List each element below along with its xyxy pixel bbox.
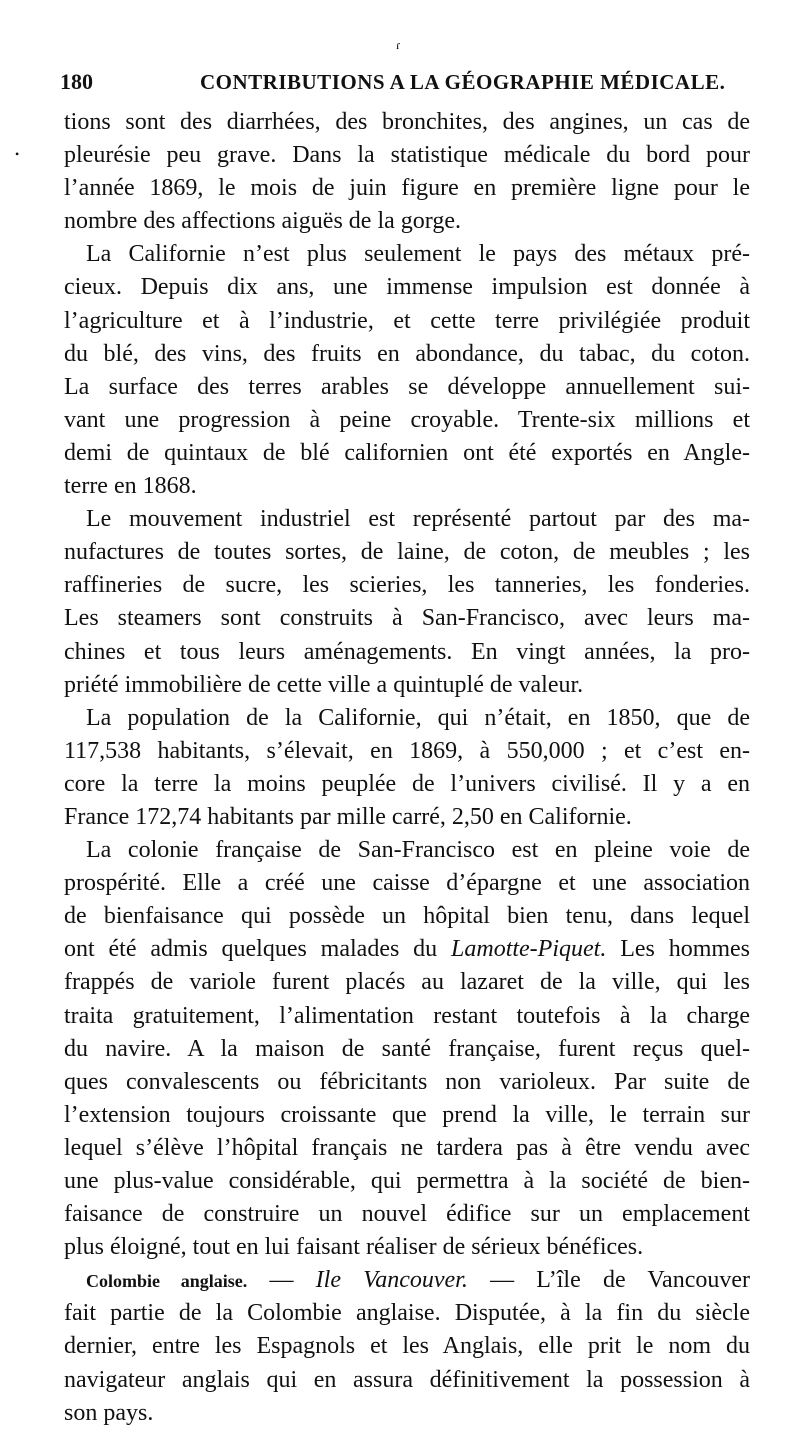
page-number: 180 bbox=[60, 69, 93, 94]
em-dash: — bbox=[269, 1267, 316, 1294]
text-line: Les steamers sont construits à San-Francisco, avec leurs ma- bbox=[64, 605, 750, 632]
text-line: son pays. bbox=[64, 1399, 154, 1426]
text-segment: ont été admis quelques malades du bbox=[64, 936, 438, 963]
text-line: plus éloigné, tout en lui faisant réaliser de sérieux bénéfices. bbox=[64, 1234, 644, 1261]
body-text bbox=[64, 106, 750, 1430]
text-segment: — L’île de Vancouver bbox=[467, 1267, 750, 1294]
running-head bbox=[60, 68, 750, 96]
paragraph-start-line: La population de la Californie, qui n’était, en 1850, que de bbox=[86, 704, 750, 731]
paragraph-start-line: La Californie n’est plus seulement le pays des métaux pré- bbox=[86, 241, 750, 268]
text-line: core la terre la moins peuplée de l’univers civilisé. Il y a en bbox=[64, 770, 750, 797]
margin-dot-mark: • bbox=[15, 147, 20, 161]
text-line: dernier, entre les Espagnols et les Anglais, elle prit le nom du bbox=[64, 1333, 750, 1360]
text-line: de bienfaisance qui possède un hôpital bien tenu, dans lequel bbox=[64, 903, 750, 930]
text-line: nombre des affections aiguës de la gorge. bbox=[64, 208, 461, 235]
text-line: l’extension toujours croissante que prend la ville, le terrain sur bbox=[64, 1101, 750, 1128]
text-line: ques convalescents ou fébricitants non varioleux. Par suite de bbox=[64, 1068, 750, 1095]
text-line: faisance de construire un nouvel édifice sur un emplacement bbox=[64, 1201, 750, 1228]
section-heading-line bbox=[64, 1264, 750, 1297]
text-line: pleurésie peu grave. Dans la statistique médicale du bord pour bbox=[64, 142, 750, 169]
text-line: du navire. A la maison de santé française, furent reçus quel- bbox=[64, 1035, 750, 1062]
text-line: prospérité. Elle a créé une caisse d’épargne et une association bbox=[64, 870, 750, 897]
top-printer-mark: ɾ bbox=[396, 37, 401, 52]
text-line: l’agriculture et à l’industrie, et cette terre privilégiée produit bbox=[64, 307, 750, 334]
text-line: navigateur anglais qui en assura définitivement la possession à bbox=[64, 1366, 750, 1393]
text-line: chines et tous leurs aménagements. En vingt années, la pro- bbox=[64, 638, 750, 665]
text-line: nufactures de toutes sortes, de laine, de coton, de meubles ; les bbox=[64, 539, 750, 566]
text-segment: Les hommes bbox=[620, 936, 751, 963]
text-line: lequel s’élève l’hôpital français ne tardera pas à être vendu avec bbox=[64, 1134, 750, 1161]
text-line: frappés de variole furent placés au lazaret de la ville, qui les bbox=[64, 969, 750, 996]
text-line: cieux. Depuis dix ans, une immense impulsion est donnée à bbox=[64, 274, 750, 301]
section-subheading: Ile Vancouver. bbox=[315, 1267, 468, 1294]
paragraph-start-line: Le mouvement industriel est représenté partout par des ma- bbox=[86, 506, 750, 533]
text-line: du blé, des vins, des fruits en abondance, du tabac, du coton. bbox=[64, 340, 750, 367]
text-line: raffineries de sucre, les scieries, les tanneries, les fonderies. bbox=[64, 572, 750, 599]
text-line: terre en 1868. bbox=[64, 473, 197, 500]
text-line: priété immobilière de cette ville a quintuplé de valeur. bbox=[64, 671, 584, 698]
text-line: l’année 1869, le mois de juin figure en première ligne pour le bbox=[64, 175, 750, 202]
running-title: CONTRIBUTIONS A LA GÉOGRAPHIE MÉDICALE. bbox=[200, 70, 726, 94]
text-line: tions sont des diarrhées, des bronchites, des angines, un cas de bbox=[64, 109, 750, 135]
text-line: La surface des terres arables se développe annuellement sui- bbox=[64, 373, 750, 400]
text-line: une plus-value considérable, qui permettra à la société de bien- bbox=[64, 1168, 750, 1194]
paragraph-start-line: La colonie française de San-Francisco est en pleine voie de bbox=[86, 837, 750, 864]
text-line: fait partie de la Colombie anglaise. Disputée, à la fin du siècle bbox=[64, 1300, 750, 1327]
text-line: France 172,74 habitants par mille carré, 2,50 en Californie. bbox=[64, 803, 632, 830]
section-heading: Colombie anglaise. bbox=[86, 1271, 248, 1292]
ship-name: Lamotte-Piquet. bbox=[451, 936, 607, 963]
text-line: demi de quintaux de blé californien ont été exportés en Angle- bbox=[64, 439, 750, 466]
text-line-with-ship-name bbox=[64, 933, 750, 966]
text-line: 117,538 habitants, s’élevait, en 1869, à 550,000 ; et c’est en- bbox=[64, 737, 750, 764]
text-line: vant une progression à peine croyable. Trente-six millions et bbox=[64, 406, 750, 433]
text-line: traita gratuitement, l’alimentation restant toutefois à la charge bbox=[64, 1002, 750, 1029]
